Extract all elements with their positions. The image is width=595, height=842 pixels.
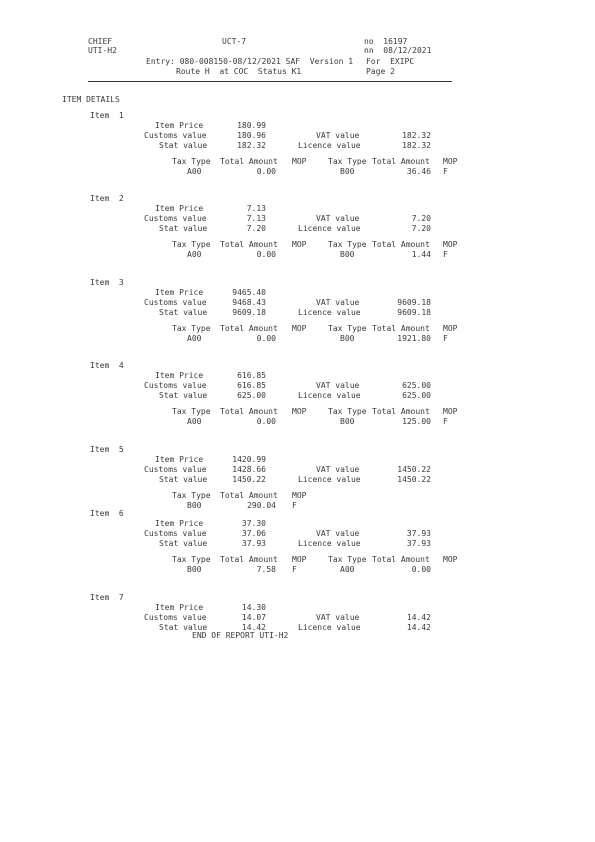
section-title: ITEM DETAILS bbox=[62, 95, 120, 104]
end-of-report: END OF REPORT UTI-H2 bbox=[192, 631, 289, 640]
vat-value-label: VAT value bbox=[316, 529, 360, 538]
customs-value-label: Customs value bbox=[144, 465, 207, 474]
licence-value-value: 37.93 bbox=[406, 539, 431, 548]
tax-amount: 125.00 bbox=[402, 417, 431, 426]
vat-value-label: VAT value bbox=[316, 381, 360, 390]
stat-value-label: Stat value bbox=[159, 539, 208, 548]
mop-header: MOP bbox=[443, 555, 458, 564]
customs-value-value: 616.85 bbox=[237, 381, 266, 390]
item-label: Item 1 bbox=[90, 111, 124, 120]
total-amount-header: Total Amount bbox=[220, 157, 278, 166]
vat-value-label: VAT value bbox=[316, 298, 360, 307]
licence-value-value: 182.32 bbox=[402, 141, 431, 150]
mop-header: MOP bbox=[443, 324, 458, 333]
licence-value-value: 9609.18 bbox=[397, 308, 431, 317]
total-amount-header: Total Amount bbox=[372, 555, 430, 564]
tax-type-header: Tax Type bbox=[328, 240, 367, 249]
vat-value-label: VAT value bbox=[316, 131, 360, 140]
tax-type-header: Tax Type bbox=[328, 324, 367, 333]
tax-amount: 0.00 bbox=[256, 334, 276, 343]
tax-amount: 0.00 bbox=[256, 167, 276, 176]
item-price-value: 1420.99 bbox=[232, 455, 266, 464]
tax-type-header: Tax Type bbox=[172, 407, 211, 416]
stat-value-value: 7.20 bbox=[246, 224, 266, 233]
item-label: Item 7 bbox=[90, 593, 124, 602]
customs-value-value: 180.96 bbox=[237, 131, 266, 140]
route-status-line: Route H at COC Status K1 bbox=[176, 67, 302, 76]
tax-amount: 290.04 bbox=[247, 501, 276, 510]
tax-type: A00 bbox=[340, 565, 355, 574]
item-price-value: 9465.40 bbox=[232, 288, 266, 297]
customs-value-value: 1428.66 bbox=[232, 465, 266, 474]
customs-value-value: 37.06 bbox=[241, 529, 266, 538]
header-rule bbox=[88, 81, 452, 82]
vat-value-value: 14.42 bbox=[406, 613, 431, 622]
item-label: Item 2 bbox=[90, 194, 124, 203]
stat-value-value: 37.93 bbox=[241, 539, 266, 548]
tax-type: B00 bbox=[340, 250, 355, 259]
tax-type-header: Tax Type bbox=[172, 157, 211, 166]
tax-mop: F bbox=[443, 417, 448, 426]
tax-mop: F bbox=[443, 250, 448, 259]
stat-value-label: Stat value bbox=[159, 308, 208, 317]
report-date: nn 08/12/2021 bbox=[364, 46, 432, 55]
stat-value-value: 1450.22 bbox=[232, 475, 266, 484]
item-price-value: 14.30 bbox=[241, 603, 266, 612]
tax-type-header: Tax Type bbox=[172, 491, 211, 500]
item-price-value: 616.85 bbox=[237, 371, 266, 380]
page-number: Page 2 bbox=[366, 67, 395, 76]
total-amount-header: Total Amount bbox=[372, 407, 430, 416]
total-amount-header: Total Amount bbox=[220, 240, 278, 249]
tax-type: B00 bbox=[187, 565, 202, 574]
mop-header: MOP bbox=[443, 407, 458, 416]
item-label: Item 6 bbox=[90, 509, 124, 518]
mop-header: MOP bbox=[292, 324, 307, 333]
item-price-value: 7.13 bbox=[246, 204, 266, 213]
licence-value-label: Licence value bbox=[298, 224, 361, 233]
tax-type: A00 bbox=[187, 334, 202, 343]
customs-value-label: Customs value bbox=[144, 529, 207, 538]
tax-type-header: Tax Type bbox=[172, 324, 211, 333]
licence-value-label: Licence value bbox=[298, 141, 361, 150]
tax-type-header: Tax Type bbox=[328, 407, 367, 416]
tax-amount: 7.58 bbox=[256, 565, 276, 574]
total-amount-header: Total Amount bbox=[220, 324, 278, 333]
report-center-code: UCT-7 bbox=[222, 37, 247, 46]
customs-value-label: Customs value bbox=[144, 298, 207, 307]
stat-value-label: Stat value bbox=[159, 623, 208, 632]
tax-type-header: Tax Type bbox=[328, 157, 367, 166]
mop-header: MOP bbox=[292, 555, 307, 564]
vat-value-label: VAT value bbox=[316, 465, 360, 474]
licence-value-value: 1450.22 bbox=[397, 475, 431, 484]
item-label: Item 5 bbox=[90, 445, 124, 454]
mop-header: MOP bbox=[292, 157, 307, 166]
tax-amount: 1.44 bbox=[411, 250, 431, 259]
total-amount-header: Total Amount bbox=[372, 157, 430, 166]
item-price-value: 37.30 bbox=[241, 519, 266, 528]
vat-value-value: 7.20 bbox=[411, 214, 431, 223]
tax-amount: 0.00 bbox=[256, 417, 276, 426]
tax-type-header: Tax Type bbox=[328, 555, 367, 564]
mop-header: MOP bbox=[292, 491, 307, 500]
stat-value-value: 9609.18 bbox=[232, 308, 266, 317]
tax-amount: 1921.80 bbox=[397, 334, 431, 343]
licence-value-label: Licence value bbox=[298, 475, 361, 484]
tax-type: B00 bbox=[340, 167, 355, 176]
tax-amount: 0.00 bbox=[256, 250, 276, 259]
report-owner: CHIEF bbox=[88, 37, 113, 46]
vat-value-value: 625.00 bbox=[402, 381, 431, 390]
tax-type: B00 bbox=[340, 334, 355, 343]
item-price-value: 180.99 bbox=[237, 121, 266, 130]
tax-mop: F bbox=[292, 501, 297, 510]
vat-value-value: 9609.18 bbox=[397, 298, 431, 307]
customs-value-label: Customs value bbox=[144, 131, 207, 140]
tax-type-header: Tax Type bbox=[172, 555, 211, 564]
vat-value-value: 1450.22 bbox=[397, 465, 431, 474]
tax-type-header: Tax Type bbox=[172, 240, 211, 249]
stat-value-label: Stat value bbox=[159, 475, 208, 484]
entry-line: Entry: 080-008150-08/12/2021 SAF Version 1 bbox=[146, 57, 354, 66]
tax-amount: 0.00 bbox=[411, 565, 431, 574]
item-price-label: Item Price bbox=[155, 519, 204, 528]
stat-value-value: 625.00 bbox=[237, 391, 266, 400]
tax-amount: 36.46 bbox=[406, 167, 431, 176]
vat-value-label: VAT value bbox=[316, 214, 360, 223]
mop-header: MOP bbox=[443, 240, 458, 249]
mop-header: MOP bbox=[292, 407, 307, 416]
stat-value-value: 182.32 bbox=[237, 141, 266, 150]
tax-mop: F bbox=[292, 565, 297, 574]
stat-value-label: Stat value bbox=[159, 391, 208, 400]
licence-value-label: Licence value bbox=[298, 391, 361, 400]
licence-value-value: 7.20 bbox=[411, 224, 431, 233]
report-code: UTI-H2 bbox=[88, 46, 117, 55]
item-label: Item 3 bbox=[90, 278, 124, 287]
customs-value-value: 14.07 bbox=[241, 613, 266, 622]
item-price-label: Item Price bbox=[155, 288, 204, 297]
stat-value-value: 14.42 bbox=[241, 623, 266, 632]
vat-value-label: VAT value bbox=[316, 613, 360, 622]
mop-header: MOP bbox=[443, 157, 458, 166]
item-price-label: Item Price bbox=[155, 603, 204, 612]
licence-value-label: Licence value bbox=[298, 623, 361, 632]
customs-value-label: Customs value bbox=[144, 214, 207, 223]
total-amount-header: Total Amount bbox=[372, 324, 430, 333]
report-number: no 16197 bbox=[364, 37, 408, 46]
item-price-label: Item Price bbox=[155, 204, 204, 213]
licence-value-value: 625.00 bbox=[402, 391, 431, 400]
tax-type: B00 bbox=[187, 501, 202, 510]
tax-type: A00 bbox=[187, 167, 202, 176]
tax-type: A00 bbox=[187, 250, 202, 259]
tax-mop: F bbox=[443, 167, 448, 176]
tax-type: B00 bbox=[340, 417, 355, 426]
licence-value-label: Licence value bbox=[298, 308, 361, 317]
total-amount-header: Total Amount bbox=[220, 407, 278, 416]
tax-mop: F bbox=[443, 334, 448, 343]
total-amount-header: Total Amount bbox=[220, 555, 278, 564]
licence-value-value: 14.42 bbox=[406, 623, 431, 632]
customs-value-value: 9468.43 bbox=[232, 298, 266, 307]
customs-value-value: 7.13 bbox=[246, 214, 266, 223]
tax-type: A00 bbox=[187, 417, 202, 426]
vat-value-value: 182.32 bbox=[402, 131, 431, 140]
customs-value-label: Customs value bbox=[144, 381, 207, 390]
vat-value-value: 37.93 bbox=[406, 529, 431, 538]
stat-value-label: Stat value bbox=[159, 224, 208, 233]
for-line: For EXIPC bbox=[366, 57, 415, 66]
total-amount-header: Total Amount bbox=[220, 491, 278, 500]
item-price-label: Item Price bbox=[155, 371, 204, 380]
stat-value-label: Stat value bbox=[159, 141, 208, 150]
item-label: Item 4 bbox=[90, 361, 124, 370]
customs-value-label: Customs value bbox=[144, 613, 207, 622]
licence-value-label: Licence value bbox=[298, 539, 361, 548]
total-amount-header: Total Amount bbox=[372, 240, 430, 249]
mop-header: MOP bbox=[292, 240, 307, 249]
item-price-label: Item Price bbox=[155, 455, 204, 464]
item-price-label: Item Price bbox=[155, 121, 204, 130]
